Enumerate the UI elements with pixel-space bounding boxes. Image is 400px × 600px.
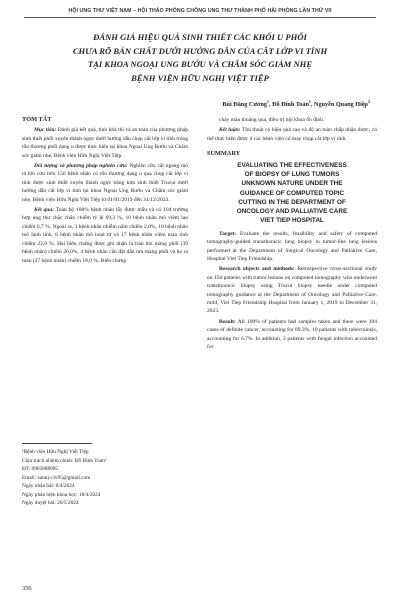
objective-label: Mục tiêu: xyxy=(34,127,57,134)
conclusion-text: Thủ thuật có hiệu quả cao và độ an toàn chấp nhận được, có thể thực hiện được ở các bệnh viện có máy chụp cắt lớp vi tính. xyxy=(207,127,377,142)
summary-target xyxy=(207,230,377,264)
english-title-line: UNKNOWN NATURE UNDER THE xyxy=(241,180,343,188)
footnote-reviewed: Ngày phản biện khoa học: 18/4/2024 xyxy=(22,491,101,498)
running-header: HỘI UNG THƯ VIỆT NAM – HỘI THẢO PHÒNG CHỐNG UNG THƯ THÀNH PHỐ HẢI PHÒNG LẦN THỨ VII xyxy=(68,8,332,14)
english-title-line: OF BIOPSY OF LUNG TUMORS xyxy=(244,170,340,178)
author-affiliation-sup: 1 xyxy=(308,99,311,104)
abstract-methods xyxy=(22,162,188,204)
target-text: Evaluate the results, feasibility and safety of computed tomography-guided transthoracic lung biopsy in tumor-like lung lesions performed at the Department of Surgical Oncology and Palliative Care, Hospital Viet Tiep Friendship. xyxy=(207,230,377,262)
author-name: Bùi Đăng Cương xyxy=(222,101,268,109)
result-label: Result: xyxy=(219,318,236,325)
result-text: All 100% of patients had samples taken and there were 104 cases of definite cancer, accounting for 69.3%, 10 patients with tuberculosis, accounting for 6.7%. In addition, 3 patients with fungal infection accounted for xyxy=(207,318,377,350)
footnote-affiliation: ¹Bệnh viện Hữu Nghị Việt Tiệp xyxy=(22,449,89,455)
abstract-heading: TÓM TẮT xyxy=(22,116,52,123)
english-title-line: VIET TIEP HOSPITAL xyxy=(260,217,324,225)
footnote-block xyxy=(22,443,188,508)
abstract-conclusion xyxy=(207,126,377,143)
english-title-line: EVALUATING THE EFFECTIVENESS xyxy=(237,161,347,169)
right-column xyxy=(207,116,377,353)
footnote-phone: ĐT: 0962888995 xyxy=(22,466,59,472)
paper-title xyxy=(20,31,380,85)
header-rule xyxy=(24,17,376,18)
methods-label: Đối tượng và phương pháp nghiên cứu: xyxy=(34,163,128,170)
footnote-email: Email: sunny.clv95@gmail.com xyxy=(22,474,91,481)
summary-result xyxy=(207,318,377,352)
research-methods-text: Retrospective cross-sectional study on 150 patients with tumor lesions on computed tomography who underwent transthoracic biopsy using Trucut biopsy needle under computed tomography guidance at the Department of Oncology and Palliative Care. mild, Viet Tiep Friendship Hospital from January 1, 2019 to December 31, 2023. xyxy=(207,266,377,315)
title-line: CHƯA RÕ BẢN CHẤT DƯỚI HƯỚNG DẪN CỦA CẮT LỚP VI TÍNH xyxy=(72,45,328,56)
results-label: Kết quả: xyxy=(34,207,54,214)
target-label: Target: xyxy=(219,230,237,237)
english-title xyxy=(207,161,377,226)
author-list xyxy=(222,99,370,108)
results-text: Toàn bộ 100% bệnh nhân lấy được mẫu và có 104 trường hợp ung thư chắc chắn chiếm tỷ lệ 69,3 %, 10 bệnh nhân mô viêm lao chiếm 6,7 %. Ngoài ra, 3 bệnh nhân nhiễm nấm chiếm 2,0%, 10 bệnh nhân mô lành tính, 6 bệnh nhân mô hoại tử và 17 bệnh nhân viêm mạn tính chiếm 22,0 %. Hai biến chứng được ghi nhận là tràn khí màng phổi (39 bệnh nhân) chiếm 26,0%, 4 bệnh nhân cần đặt dẫn lưu màng phổi và ho ra máu (27 bệnh nhân) chiếm 18,0 %. Biến chứng xyxy=(22,207,188,264)
author-name: Nguyễn Quang Hiệp xyxy=(314,101,368,109)
footnote-accepted: Ngày duyệt bài: 26/5/2024 xyxy=(22,500,79,506)
summary-heading: SUMMARY xyxy=(207,150,241,158)
english-title-line: GUIDANCE OF COMPUTED TOPIC xyxy=(239,189,345,197)
left-column xyxy=(22,116,188,267)
research-methods-label: Research objects and methods: xyxy=(219,266,295,273)
footnote-corresponding: Chịu trách nhiệm chính: Đỗ Đình Toản¹ xyxy=(22,457,107,464)
title-line: TẠI KHOA NGOẠI UNG BƯỚU VÀ CHĂM SÓC GIẢM NHẸ xyxy=(87,59,313,70)
results-continued: chảy máu thoáng qua, điều trị nội khoa ổn định. xyxy=(219,117,325,123)
footnote-received: Ngày nhận bài: 6/4/2024 xyxy=(22,483,75,489)
author-separator: , xyxy=(269,101,273,109)
abstract-objective xyxy=(22,126,188,160)
title-line: BỆNH VIỆN HỮU NGHỊ VIỆT TIỆP xyxy=(131,72,269,83)
english-title-line: CUTTING IN THE DEPARTMENT OF xyxy=(238,198,346,206)
title-line: ĐÁNH GIÁ HIỆU QUẢ SINH THIẾT CÁC KHỐI U PHỔI xyxy=(93,32,307,42)
methods-text: Nghiên cứu cắt ngang mô tả hồi cứu trên 150 bệnh nhân có tổn thương dạng u qua chụp cắt lớp vi tính được sinh thiết xuyên thành ngực bằng kim sinh thiết Trucut dưới hướng dẫn cắt lớp vi tính tại khoa Ngoại Ung Bướu và Chăm sóc giảm nhẹ, Bệnh viện Hữu Nghị Việt Tiệp từ 01/01/2019 đến 31/12/2023. xyxy=(22,163,188,203)
conclusion-label: Kết luận: xyxy=(219,127,241,134)
english-title-line: ONCOLOGY AND PALLIATIVE CARE xyxy=(236,208,348,216)
page-number: 356 xyxy=(22,585,32,592)
abstract-results xyxy=(22,206,188,265)
author-separator: , xyxy=(310,101,315,109)
author-affiliation-sup: 1 xyxy=(267,99,270,104)
summary-methods xyxy=(207,265,377,315)
author-name: Đỗ Đình Toản xyxy=(272,101,309,109)
footnote-rule xyxy=(22,443,92,444)
objective-text: Đánh giá kết quả, tính khả thi và an toàn của phương pháp sinh thiết phổi xuyên thành ngực dưới hướng dẫn chụp cắt lớp vi tính trong tổn thương phổi dạng u được thực hiện tại khoa Ngoại Ung Bướu và Chăm sóc giảm nhẹ, Bệnh viện Hữu Nghị Việt Tiệp. xyxy=(22,127,188,159)
author-affiliation-sup: 2 xyxy=(368,99,370,104)
